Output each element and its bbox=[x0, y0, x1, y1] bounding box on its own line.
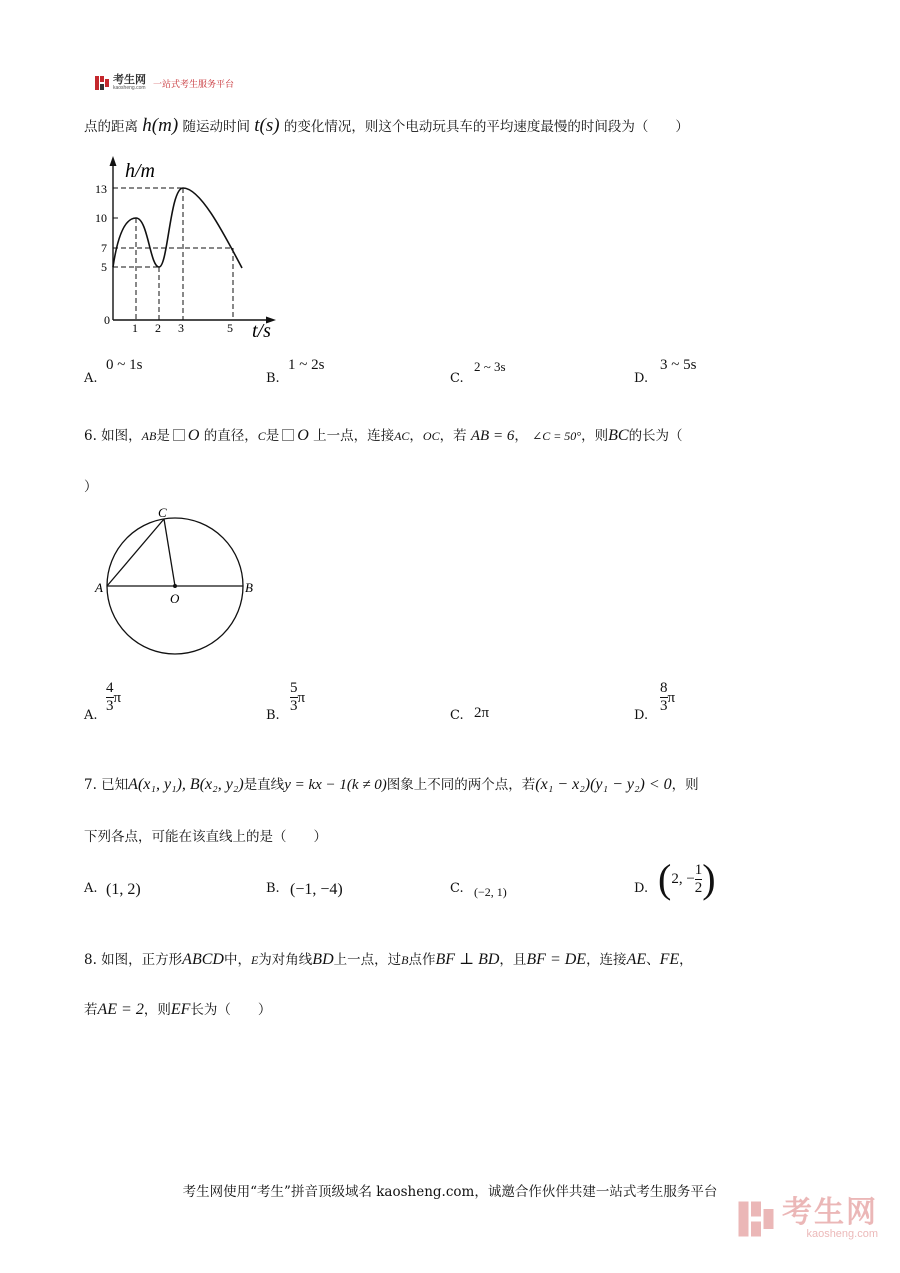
q6-text-8: ，则 bbox=[581, 428, 609, 444]
q8-text-4: 上一点，过 bbox=[333, 952, 402, 968]
q7-text-3: 图象上不同的两个点，若 bbox=[386, 777, 536, 793]
q8-perp: BF ⊥ BD bbox=[435, 951, 500, 968]
y-tick-5: 5 bbox=[101, 260, 107, 274]
q8-l2c: 长为（ ） bbox=[190, 1002, 272, 1018]
q5-option-d-letter: D. bbox=[634, 371, 649, 386]
q6-o-1: O bbox=[187, 427, 200, 444]
q8-e: E bbox=[250, 953, 259, 967]
q6-c: C bbox=[257, 429, 266, 443]
q8-text-6: ，且 bbox=[499, 952, 527, 968]
q7-text-4: ，则 bbox=[671, 777, 699, 793]
q6-option-d-letter: D. bbox=[634, 708, 649, 723]
q6-text-9: 的长为（ bbox=[628, 428, 683, 444]
q6-angle: ∠C = 50° bbox=[532, 429, 582, 443]
q8-b: B bbox=[401, 953, 409, 967]
circle-symbol-icon-2 bbox=[282, 429, 294, 441]
q5-option-b-letter: B. bbox=[266, 371, 280, 386]
q6-ab: AB bbox=[141, 429, 157, 443]
circle-symbol-icon bbox=[173, 429, 185, 441]
q6-arc-label: BC bbox=[608, 427, 629, 444]
q7-d-open-paren: ( bbox=[658, 856, 672, 901]
q8-ef: EF bbox=[170, 1001, 191, 1018]
q6-text-5: 上一点，连接 bbox=[313, 428, 395, 444]
q7-d-den: 2 bbox=[694, 879, 703, 896]
q6-option-b-letter: B. bbox=[266, 708, 280, 723]
q8-eq: BF = DE bbox=[526, 951, 587, 968]
q7-points: A(x₁, y₁), B(x₂, y₂) bbox=[128, 776, 244, 793]
q7-d-pre: 2, − bbox=[671, 870, 695, 887]
q7-option-d bbox=[658, 855, 716, 903]
q6-d-pi: π bbox=[667, 690, 676, 706]
q6-a-pi: π bbox=[113, 690, 122, 706]
label-b: B bbox=[245, 580, 253, 595]
q6-d-num: 8 bbox=[660, 680, 668, 696]
q8-text-7: ，连接 bbox=[586, 952, 627, 968]
y-tick-10: 10 bbox=[95, 211, 107, 225]
q5-option-a-letter: A. bbox=[84, 371, 98, 386]
q7-stem bbox=[84, 773, 699, 794]
q8-l2a: 若 bbox=[84, 1002, 98, 1018]
q6-o-2: O bbox=[297, 427, 309, 444]
q7-stem-line2: 下列各点，可能在该直线上的是（ ） bbox=[84, 829, 327, 845]
q6-text-2: 是 bbox=[156, 428, 170, 444]
q6-text-4: 是 bbox=[265, 428, 280, 444]
q7-option-c: (−2, 1) bbox=[474, 885, 507, 899]
q8-text-3: 为对角线 bbox=[258, 952, 313, 968]
q7-option-d-letter: D. bbox=[634, 881, 649, 896]
q5-var-t: t(s) bbox=[254, 115, 280, 136]
label-a: A bbox=[95, 580, 103, 595]
y-tick-7: 7 bbox=[101, 241, 107, 255]
q6-arc-bc bbox=[608, 427, 628, 444]
q6-comma: ， bbox=[409, 428, 423, 444]
q5-stem-prefix: 点的距离 bbox=[84, 119, 138, 135]
q6-stem-line2: ） bbox=[84, 479, 98, 495]
motion-curve bbox=[113, 188, 242, 268]
q6-text-6: ，若 bbox=[439, 428, 467, 444]
q7-option-a-letter: A. bbox=[84, 881, 98, 896]
q8-stem-line2 bbox=[84, 998, 271, 1019]
y-axis-arrow-icon bbox=[110, 156, 117, 166]
q8-stem bbox=[84, 948, 693, 969]
q8-ae: AE bbox=[626, 951, 647, 968]
q6-ac: AC bbox=[394, 429, 410, 443]
q6-option-b bbox=[290, 680, 305, 715]
brand-name: 考生网 bbox=[113, 74, 146, 86]
q8-text-8: 、 bbox=[646, 952, 660, 968]
q6-option-d bbox=[660, 680, 675, 715]
q7-inequality: (x₁ − x₂)(y₁ − y₂) < 0 bbox=[535, 776, 672, 793]
q5-graph bbox=[90, 150, 290, 345]
q7-option-b: (−1, −4) bbox=[290, 881, 343, 898]
y-axis-label: h/m bbox=[125, 160, 155, 182]
watermark-logo-icon bbox=[736, 1199, 776, 1239]
q6-d-den: 3 bbox=[660, 698, 668, 714]
label-c: C bbox=[158, 505, 167, 520]
x-axis-label: t/s bbox=[252, 320, 271, 342]
q5-stem-mid: 随运动时间 bbox=[182, 119, 250, 135]
origin-label: 0 bbox=[104, 313, 110, 327]
q6-a-num: 4 bbox=[106, 680, 114, 696]
q8-text-2: 中， bbox=[223, 952, 251, 968]
q5-var-h: h(m) bbox=[142, 115, 179, 136]
x-tick-1: 1 bbox=[132, 321, 138, 335]
kaosheng-logo-icon bbox=[94, 75, 110, 91]
x-tick-3: 3 bbox=[178, 321, 184, 335]
q7-text-2: 是直线 bbox=[243, 777, 285, 793]
q5-options bbox=[84, 357, 804, 387]
q7-line-eq: y = kx − 1(k ≠ 0) bbox=[284, 777, 387, 793]
page-footer: 考生网使用“考生”拼音顶级域名 kaosheng.com，诚邀合作伙伴共建一站式考生服务平台 bbox=[182, 1184, 718, 1200]
label-o: O bbox=[170, 591, 180, 606]
q6-b-pi: π bbox=[297, 690, 306, 706]
watermark-domain: kaosheng.com bbox=[806, 1228, 878, 1240]
q8-l2b: ，则 bbox=[143, 1002, 171, 1018]
q7-option-c-letter: C. bbox=[450, 881, 464, 896]
q6-oc: OC bbox=[422, 429, 440, 443]
q6-b-num: 5 bbox=[290, 680, 298, 696]
y-tick-13: 13 bbox=[95, 182, 107, 196]
q6-text-3: 的直径， bbox=[203, 428, 258, 444]
watermark-name: 考生网 bbox=[782, 1196, 878, 1229]
q6-ab-eq: AB = 6 bbox=[470, 428, 515, 444]
x-tick-5: 5 bbox=[227, 321, 233, 335]
q7-d-num: 1 bbox=[694, 861, 703, 878]
q8-ae-eq: AE = 2 bbox=[97, 1001, 144, 1018]
q6-option-a-letter: A. bbox=[84, 708, 98, 723]
radius-oc bbox=[164, 519, 175, 586]
q6-text-7: ， bbox=[514, 428, 528, 444]
q8-text-5: 点作 bbox=[408, 952, 436, 968]
q6-b-den: 3 bbox=[290, 698, 298, 714]
q6-circle-figure bbox=[92, 500, 262, 660]
q6-option-a bbox=[106, 680, 121, 715]
q7-options bbox=[84, 855, 804, 905]
q7-option-b-letter: B. bbox=[266, 881, 280, 896]
q6-stem bbox=[84, 424, 683, 445]
brand-slogan: 一站式考生服务平台 bbox=[153, 78, 235, 89]
q5-stem-suffix: 的变化情况，则这个电动玩具车的平均速度最慢的时间段为（ ） bbox=[283, 119, 689, 135]
q6-option-c: 2π bbox=[474, 705, 490, 721]
q7-text-1: 7. 已知 bbox=[84, 777, 129, 793]
q6-options bbox=[84, 680, 804, 724]
q6-option-c-letter: C. bbox=[450, 708, 464, 723]
q5-option-c-letter: C. bbox=[450, 371, 464, 386]
q5-stem bbox=[84, 115, 689, 137]
q8-text-1: 8. 如图，正方形 bbox=[84, 952, 183, 968]
x-tick-2: 2 bbox=[155, 321, 161, 335]
q8-text-9: ， bbox=[679, 952, 693, 968]
q5-option-a: 0 ~ 1s bbox=[106, 357, 143, 373]
center-point bbox=[173, 584, 177, 588]
brand-domain: kaosheng.com bbox=[113, 85, 146, 91]
q8-abcd: ABCD bbox=[182, 951, 224, 968]
q7-option-a: (1, 2) bbox=[106, 881, 141, 898]
q5-option-b: 1 ~ 2s bbox=[288, 357, 325, 373]
q5-option-d: 3 ~ 5s bbox=[660, 357, 697, 373]
header-logo bbox=[94, 73, 234, 93]
watermark bbox=[736, 1198, 878, 1240]
q5-option-c: 2 ~ 3s bbox=[474, 359, 506, 374]
q6-a-den: 3 bbox=[106, 698, 114, 714]
q8-bd: BD bbox=[312, 951, 334, 968]
q8-fe: FE bbox=[659, 951, 680, 968]
q6-text-1: 6. 如图， bbox=[84, 428, 142, 444]
q7-d-close-paren: ) bbox=[702, 856, 716, 901]
